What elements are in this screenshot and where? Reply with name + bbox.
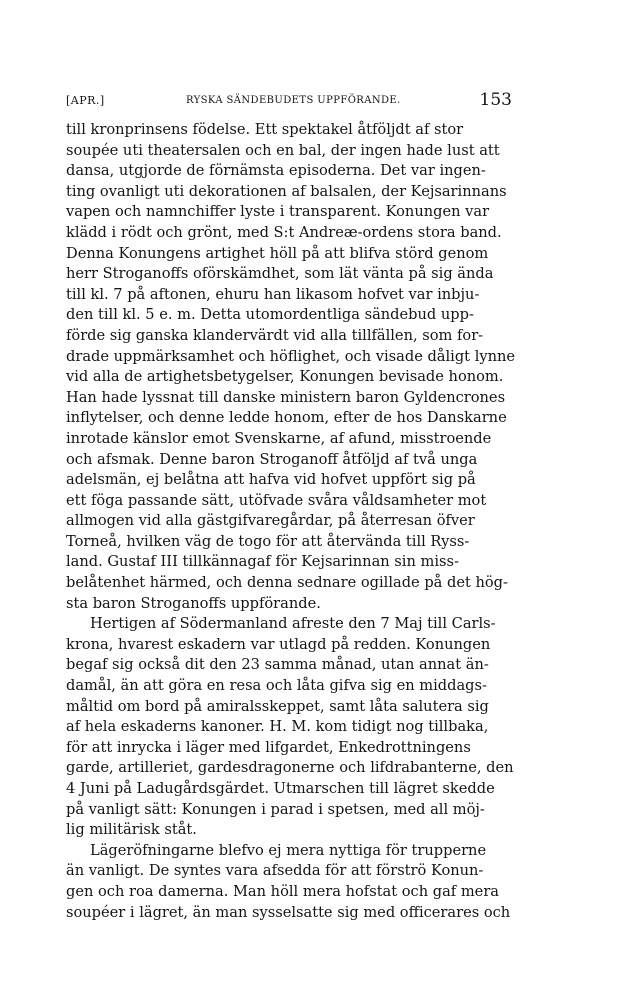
text-line: adelsmän, ej belåtna att hafva vid hofvet uppfört sig på — [66, 471, 476, 489]
text-line: begaf sig också dit den 23 samma månad, utan annat än- — [66, 656, 489, 674]
text-line: af hela eskaderns kanoner. H. M. kom tidigt nog tillbaka, — [66, 718, 489, 736]
text-line: belåtenhet härmed, och denna sednare ogillade på det hög- — [66, 574, 508, 592]
text-line: för att inrycka i läger med lifgardet, Enkedrottningens — [66, 738, 471, 756]
text-line: garde, artilleriet, gardesdragonerne och lifdrabanterne, den — [66, 759, 514, 777]
text-line: Han hade lyssnat till danske ministern baron Gyldencrones — [66, 388, 506, 406]
running-header — [66, 92, 512, 110]
text-line: till kronprinsens födelse. Ett spektakel åtföljdt af stor — [66, 121, 464, 138]
text-line: lig militärisk ståt. — [66, 821, 197, 839]
text-line: måltid om bord på amiralsskeppet, samt låta salutera sig — [66, 697, 489, 715]
text-line: sta baron Stroganoffs uppförande. — [66, 594, 321, 612]
page-number: 153 — [479, 90, 512, 110]
text-line: den till kl. 5 e. m. Detta utomordentliga sändebud upp- — [66, 306, 474, 324]
text-line: soupée uti theatersalen och en bal, der ingen hade lust att — [66, 141, 500, 159]
text-line: allmogen vid alla gästgifvaregårdar, på återresan öfver — [66, 512, 475, 530]
text-line: inflytelser, och denne ledde honom, efter de hos Danskarne — [66, 409, 507, 427]
text-line: Denna Konungens artighet höll på att blifva störd genom — [66, 244, 489, 262]
text-line: än vanligt. De syntes vara afsedda för att förströ Konun- — [66, 862, 484, 880]
header-month: [APR.] — [66, 94, 105, 107]
header-title: RYSKA SÄNDEBUDETS UPPFÖRANDE. — [186, 95, 401, 106]
text-line: förde sig ganska klandervärdt vid alla tillfällen, som for- — [66, 326, 484, 344]
paragraph-start-line: Lägeröfningarne blefvo ej mera nyttiga för trupperne — [90, 841, 487, 859]
paragraph-start-line: Hertigen af Södermanland afreste den 7 Maj till Carls- — [90, 615, 496, 633]
text-line: krona, hvarest eskadern var utlagd på redden. Konungen — [66, 635, 491, 653]
text-line: 4 Juni på Ladugårdsgärdet. Utmarschen till lägret skedde — [66, 780, 495, 797]
text-line: damål, än att göra en resa och låta gifva sig en middags- — [66, 677, 487, 695]
body-text — [66, 120, 528, 923]
text-line: och afsmak. Denne baron Stroganoff åtföljd af två unga — [66, 450, 478, 468]
text-line: ett föga passande sätt, utöfvade svåra våldsamheter mot — [66, 491, 487, 509]
text-line: gen och roa damerna. Man höll mera hofstat och gaf mera — [66, 882, 499, 900]
text-line: inrotade känslor emot Svenskarne, af afund, misstroende — [66, 429, 492, 447]
text-line: dansa, utgjorde de förnämsta episoderna. Det var ingen- — [66, 162, 486, 180]
text-line: soupéer i lägret, än man sysselsatte sig med officerares och — [66, 903, 511, 921]
text-line: land. Gustaf III tillkännagaf för Kejsarinnan sin miss- — [66, 553, 459, 571]
text-line: ting ovanligt uti dekorationen af balsalen, der Kejsarinnans — [66, 182, 507, 200]
text-line: till kl. 7 på aftonen, ehuru han likasom hofvet var inbju- — [66, 285, 480, 303]
text-line: klädd i rödt och grönt, med S:t Andreæ-ordens stora band. — [66, 223, 502, 241]
text-line: på vanligt sätt: Konungen i parad i spetsen, med all möj- — [66, 800, 485, 818]
text-line: herr Stroganoffs oförskämdhet, som lät vänta på sig ända — [66, 265, 494, 283]
text-line: drade uppmärksamhet och höflighet, och visade dåligt lynne — [66, 347, 516, 365]
text-line: Torneå, hvilken väg de togo för att återvända till Ryss- — [66, 532, 470, 550]
text-line: vapen och namnchiffer lyste i transparent. Konungen var — [66, 203, 490, 221]
text-line: vid alla de artighetsbetygelser, Konungen bevisade honom. — [66, 368, 504, 386]
